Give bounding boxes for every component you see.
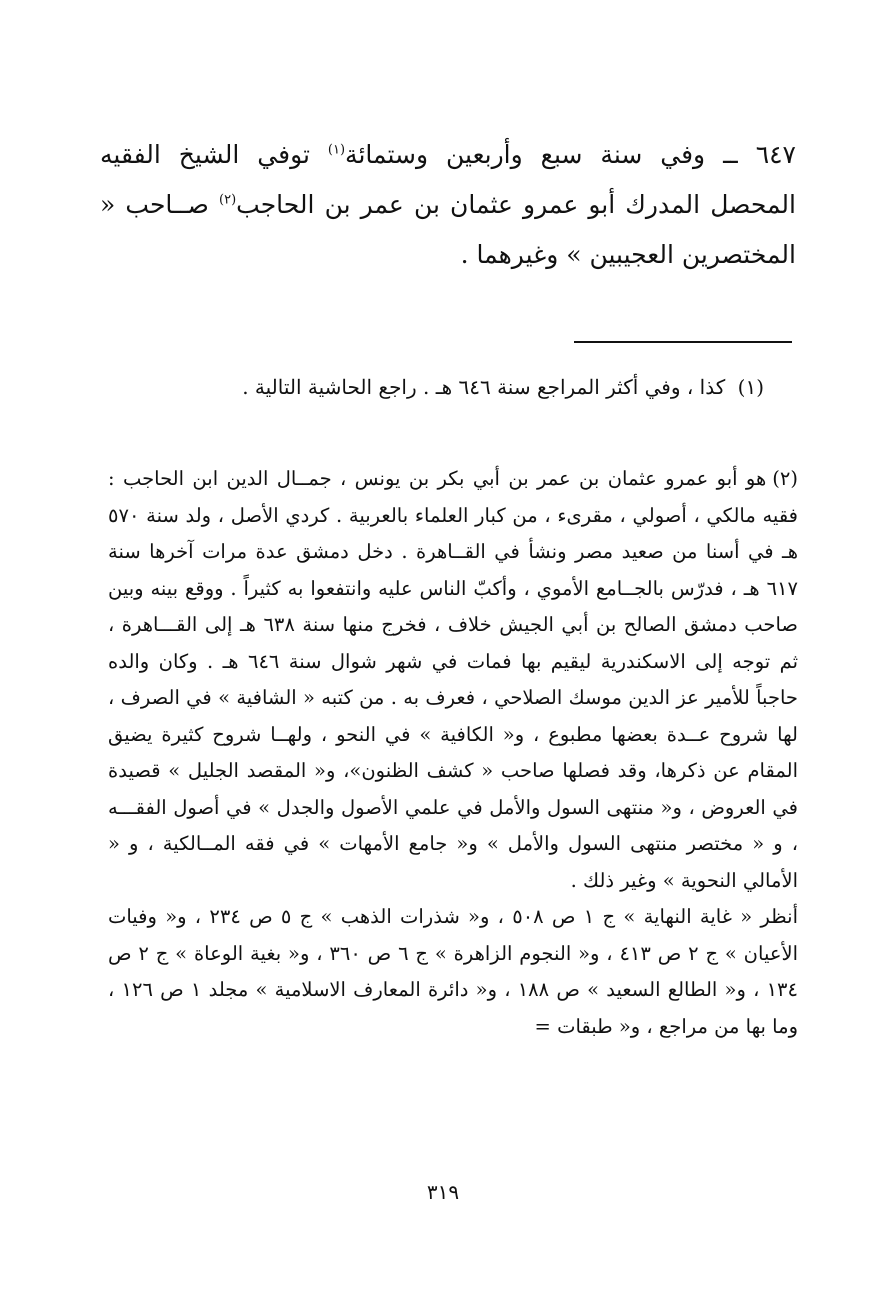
- footnote-1-number: (١): [737, 375, 764, 399]
- page-number: ٣١٩: [426, 1180, 460, 1204]
- main-entry-text: [100, 130, 796, 280]
- footnote-2-text: هو أبو عمرو عثمان بن عمر بن أبي بكر بن يونس ، جمــال الدين ابن الحاجب : فقيه مالكي ، أصولي ، مقرىء ، من كبار العلماء بالعربية . كردي الأصل ، ولد سنة ٥٧٠ هـ في أسنا من صعيد مصر ونشأ في القــاهرة . دخل دمشق عدة مرات آخرها سنة ٦١٧ هـ ، فدرّس بالجــامع الأموي ، وأكبّ الناس عليه وانتفعوا به كثيراً . ووقع بينه وبين صاحب دمشق الصالح بن أبي الجيش خلاف ، فخرج منها سنة ٦٣٨ هـ إلى القـــاهرة ، ثم توجه إلى الاسكندرية ليقيم بها فمات في شهر شوال سنة ٦٤٦ هـ . وكان والده حاجباً للأمير عز الدين موسك الصلاحي ، فعرف به . من كتبه « الشافية » في الصرف ، لها شروح عــدة بعضها مطبوع ، و« الكافية » في النحو ، ولهــا شروح كثيرة يضيق المقام عن ذكرها، وقد فصلها صاحب « كشف الظنون»، و« المقصد الجليل » قصيدة في العروض ، و« منتهى السول والأمل في علمي الأصول والجدل » في أصول الفقـــه ، و « مختصر منتهى السول والأمل » و« جامع الأمهات » في فقه المــالكية ، و « الأمالي النحوية » وغير ذلك .: [108, 467, 798, 892]
- footnote-ref-2[interactable]: (٢): [219, 192, 237, 208]
- footnote-separator: [574, 341, 792, 343]
- footnote-ref-1[interactable]: (١): [327, 142, 346, 158]
- footnote-1: [100, 366, 764, 408]
- footnote-2: [108, 461, 798, 1045]
- footnote-2-references: أنظر « غاية النهاية » ج ١ ص ٥٠٨ ، و« شذرات الذهب » ج ٥ ص ٢٣٤ ، و« وفيات الأعيان » ج ٢ ص ٤١٣ ، و« النجوم الزاهرة » ج ٦ ص ٣٦٠ ، و« بغية الوعاة » ج ٢ ص ١٣٤ ، و« الطالع السعيد » ص ١٨٨ ، و« دائرة المعارف الاسلامية » مجلد ١ ص ١٢٦ ، وما بها من مراجع ، و« طبقات =: [108, 905, 798, 1038]
- footnote-2-body: [108, 461, 798, 899]
- main-entry-part1: ٦٤٧ ــ وفي سنة سبع وأربعين وستمائة: [345, 140, 796, 169]
- footnote-2-number: (٢): [772, 467, 798, 490]
- footnote-1-text: كذا ، وفي أكثر المراجع سنة ٦٤٦ هـ . راجع الحاشية التالية .: [242, 375, 726, 399]
- main-entry-part2: توفي الشيخ الفقيه المحصل المدرك أبو عمرو عثمان بن عمر بن الحاجب: [100, 140, 796, 219]
- main-entry-paragraph: [100, 130, 796, 280]
- main-entry-part3: صــاحب « المختصرين العجيبين » وغيرهما .: [100, 190, 796, 269]
